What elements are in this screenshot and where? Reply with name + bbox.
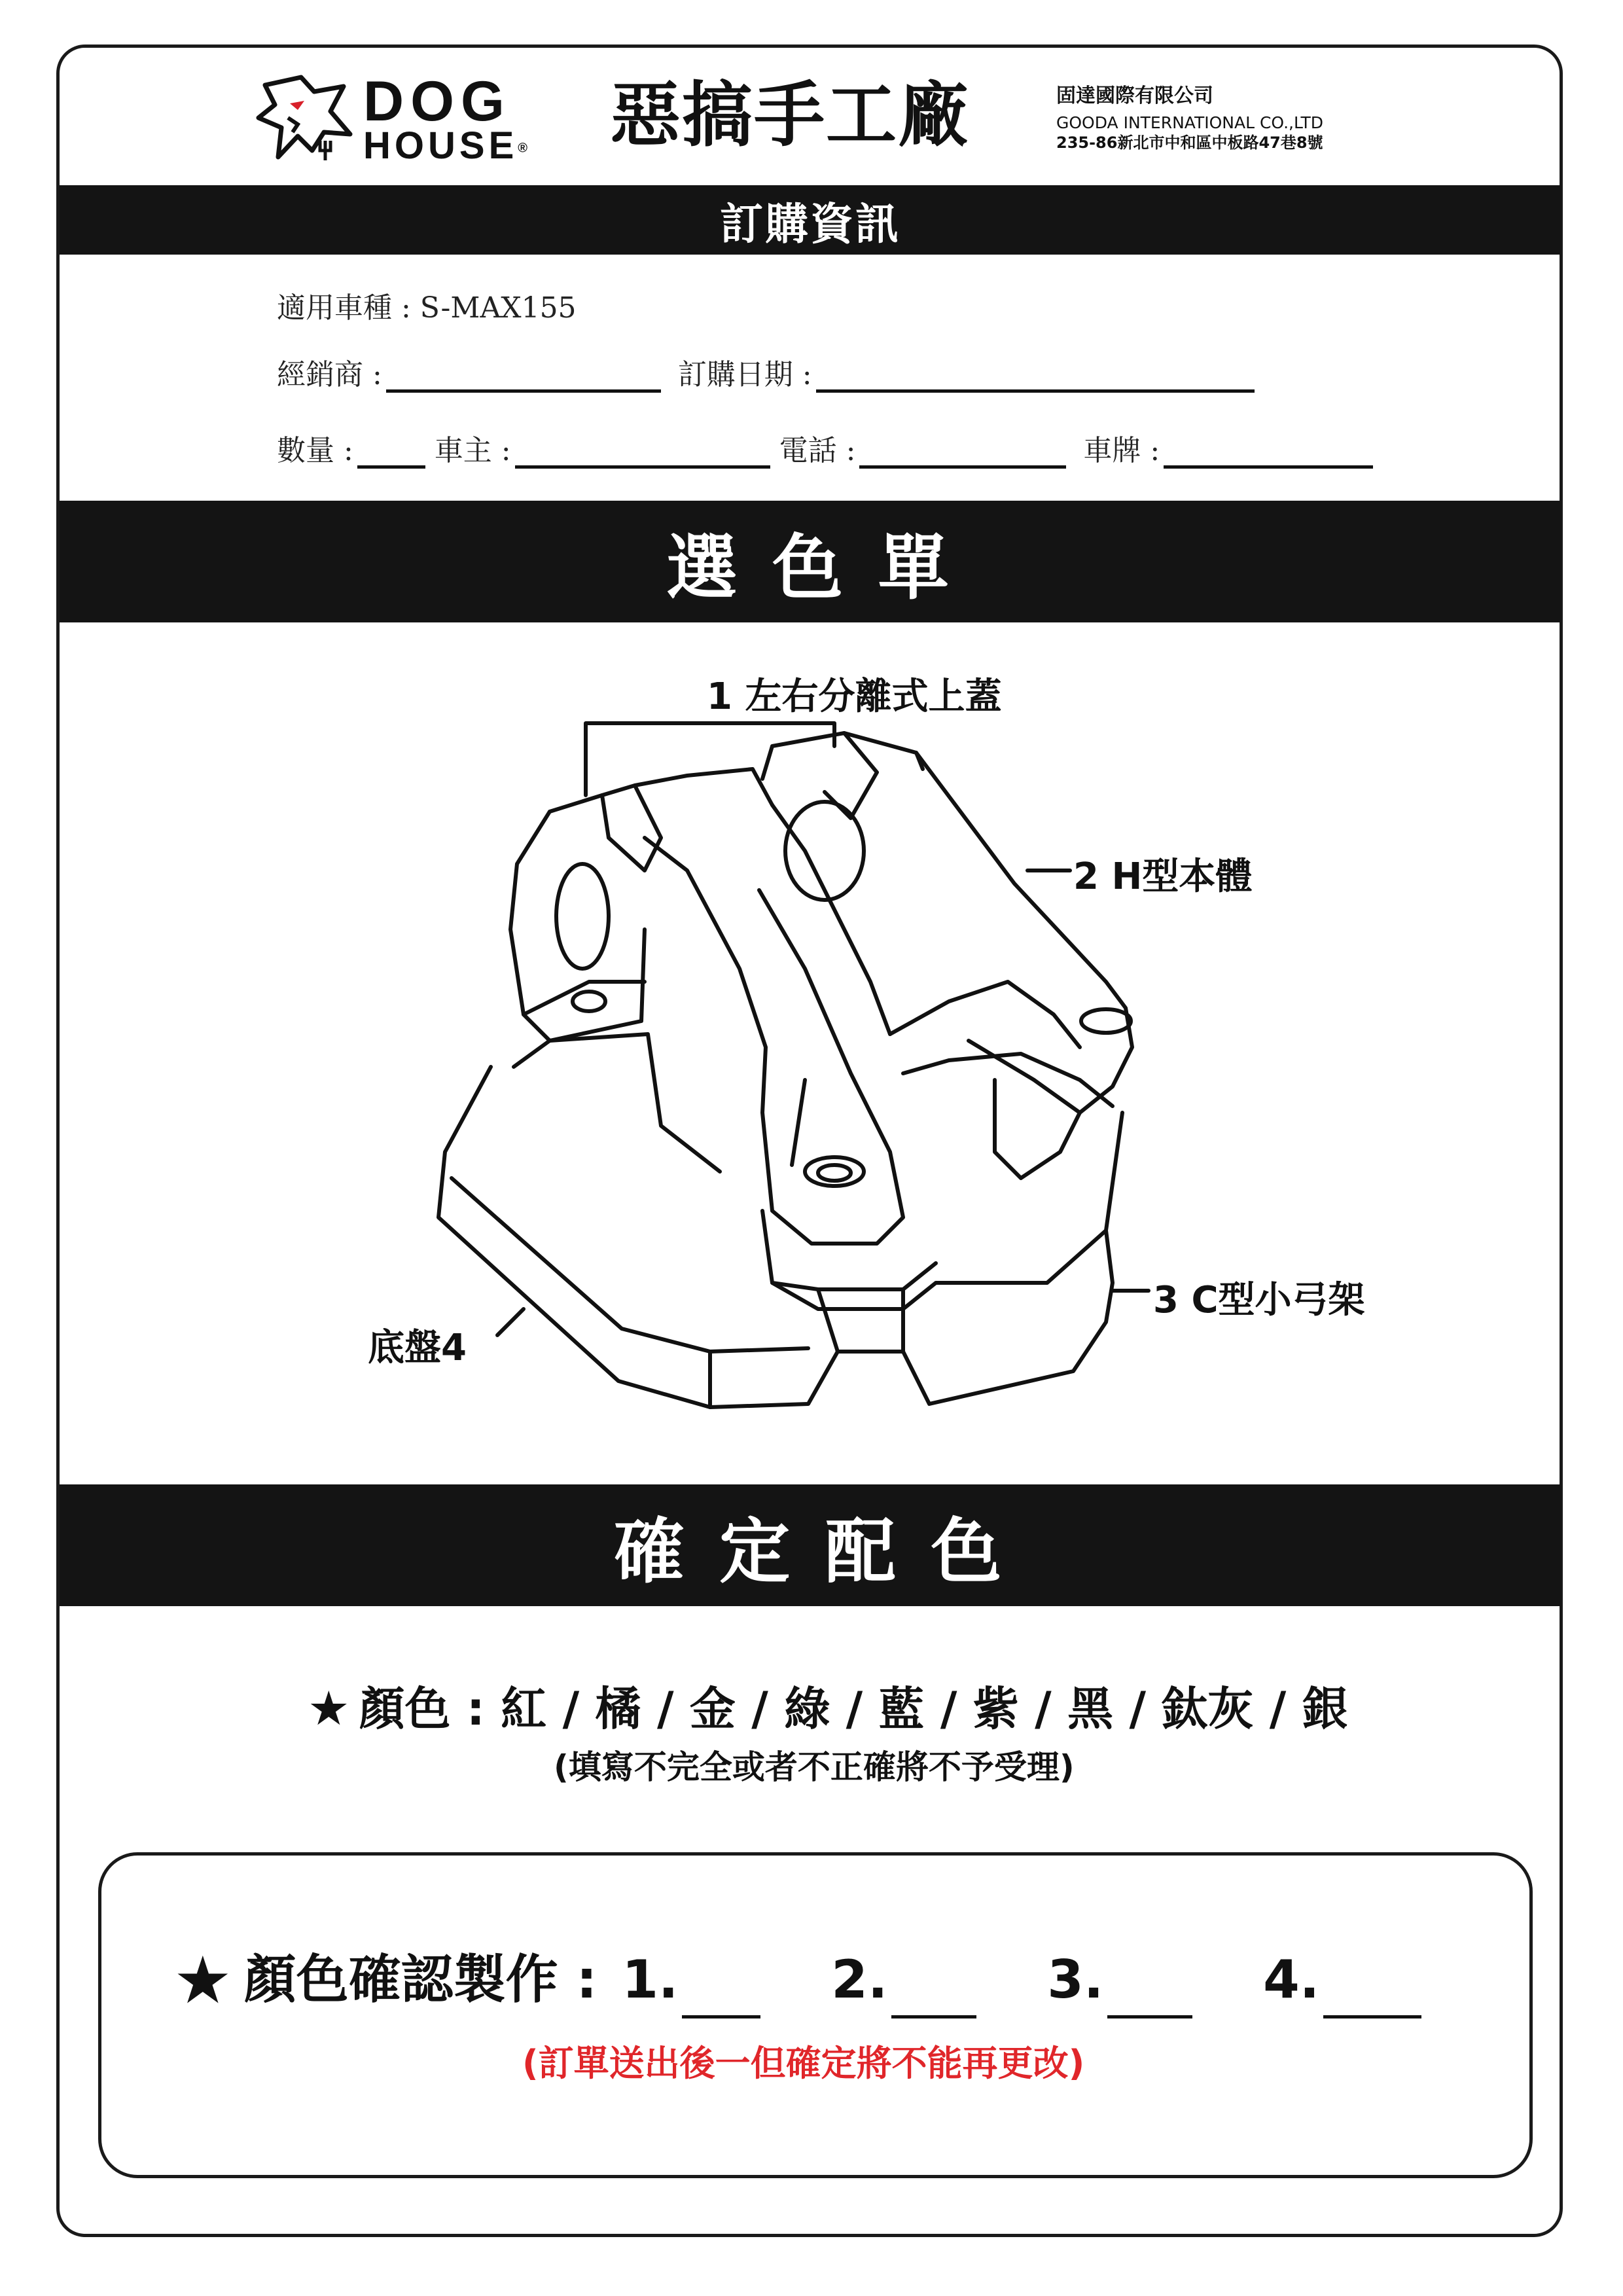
color-slot-3[interactable] [1107, 1969, 1192, 2018]
order-date-label: 訂購日期 : [677, 358, 812, 391]
plate-label: 車牌 : [1083, 434, 1160, 467]
confirm-label: 顏色確認製作 : [243, 1949, 597, 2010]
warning-note: (訂單送出後一但確定將不能再更改) [522, 2043, 1085, 2084]
confirm-row [173, 1937, 1421, 2018]
color-slot-1[interactable] [682, 1969, 760, 2018]
dealer-label: 經銷商 : [277, 358, 382, 391]
color-sheet-bar [60, 501, 1561, 622]
dealer-row [277, 351, 1255, 393]
plate-field[interactable] [1164, 431, 1373, 469]
order-info-title: 訂購資訊 [720, 198, 901, 249]
brand-house: HOUSE® [363, 124, 532, 167]
part1-label: 1 左右分離式上蓋 [707, 675, 1002, 718]
part4-label: 底盤4 [368, 1327, 467, 1369]
order-date-field[interactable] [816, 355, 1255, 393]
owner-label: 車主 : [434, 434, 511, 467]
color-slot-2[interactable] [891, 1969, 976, 2018]
star-icon: ★ [308, 1681, 350, 1736]
company-block [1056, 84, 1323, 152]
model-value: S-MAX155 [419, 291, 577, 325]
part2-label: 2 H型本體 [1073, 855, 1253, 898]
order-info-bar [60, 185, 1561, 255]
company-cn: 固達國際有限公司 [1056, 84, 1213, 107]
slot3-label: 3. [1047, 1949, 1104, 2010]
color-note: (填寫不完全或者不正確將不予受理) [554, 1748, 1075, 1786]
quantity-label: 數量 : [277, 434, 353, 467]
phone-field[interactable] [859, 431, 1066, 469]
confirm-color-bar [60, 1484, 1561, 1606]
brand-wordmark [363, 70, 532, 167]
phone-label: 電話 : [779, 434, 856, 467]
customer-row [277, 427, 1373, 469]
part3-label: 3 C型小弓架 [1153, 1279, 1365, 1321]
model-row: 適用車種 : S-MAX155 [277, 291, 577, 325]
slot4-label: 4. [1263, 1949, 1320, 2010]
dealer-field[interactable] [386, 355, 661, 393]
star-icon: ★ [173, 1942, 232, 2018]
color-options: 顏色 : 紅 / 橘 / 金 / 綠 / 藍 / 紫 / 黑 / 鈦灰 / 銀 [359, 1682, 1348, 1736]
company-address: 235-86新北市中和區中板路47巷8號 [1056, 133, 1323, 152]
owner-field[interactable] [515, 431, 770, 469]
slot1-label: 1. [622, 1949, 679, 2010]
dog-logo-icon [252, 72, 353, 164]
color-slot-4[interactable] [1323, 1969, 1421, 2018]
brand-dog: DOG [363, 70, 511, 133]
company-en: GOODA INTERNATIONAL CO.,LTD [1056, 113, 1323, 132]
handlebar-riser-diagram [393, 707, 1374, 1446]
confirm-color-title: 確 定 配 色 [613, 1511, 1007, 1593]
brand-cn-title: 惡搞手工廠 [610, 75, 971, 156]
color-options-row [308, 1672, 1348, 1738]
color-sheet-title: 選 色 單 [666, 527, 954, 609]
slot2-label: 2. [831, 1949, 888, 2010]
quantity-field[interactable] [357, 431, 425, 469]
